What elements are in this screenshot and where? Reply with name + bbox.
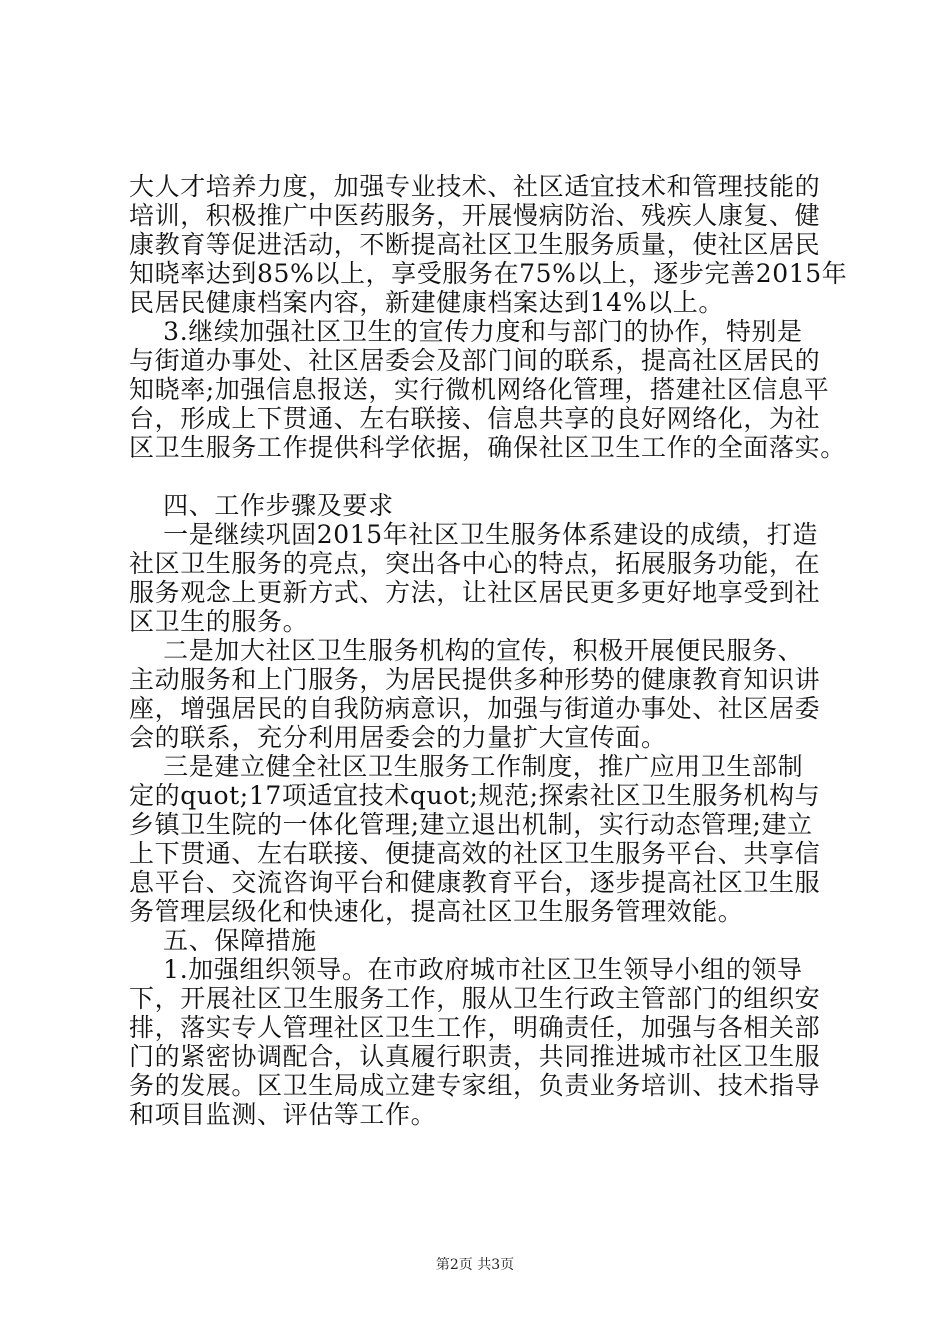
text-line: 下，开展社区卫生服务工作，服从卫生行政主管部门的组织安 xyxy=(129,984,821,1013)
text-line: 定的quot;17项适宜技术quot;规范;探索社区卫生服务机构与 xyxy=(129,781,821,810)
text-line: 座，增强居民的自我防病意识，加强与街道办事处、社区居委 xyxy=(129,694,821,723)
text-line: 台，形成上下贯通、左右联接、信息共享的良好网络化，为社 xyxy=(129,404,821,433)
page-footer: 第2页 共3页 xyxy=(435,1257,515,1273)
text-line: 会的联系，充分利用居委会的力量扩大宣传面。 xyxy=(129,723,667,752)
text-line: 务的发展。区卫生局成立建专家组，负责业务培训、技术指导 xyxy=(129,1071,821,1100)
text-line: 务管理层级化和快速化，提高社区卫生服务管理效能。 xyxy=(129,897,744,926)
text-line: 排，落实专人管理社区卫生工作，明确责任，加强与各相关部 xyxy=(129,1013,821,1042)
text-line: 一是继续巩固2015年社区卫生服务体系建设的成绩，打造 xyxy=(129,520,819,549)
text-line: 主动服务和上门服务，为居民提供多种形势的健康教育知识讲 xyxy=(129,665,821,694)
text-line: 乡镇卫生院的一体化管理;建立退出机制，实行动态管理;建立 xyxy=(129,810,813,839)
blank-line xyxy=(129,462,829,491)
text-line: 息平台、交流咨询平台和健康教育平台，逐步提高社区卫生服 xyxy=(129,868,821,897)
text-line: 知晓率;加强信息报送，实行微机网络化管理，搭建社区信息平 xyxy=(129,375,830,404)
text-line: 培训，积极推广中医药服务，开展慢病防治、残疾人康复、健 xyxy=(129,201,821,230)
text-line: 1.加强组织领导。在市政府城市社区卫生领导小组的领导 xyxy=(129,955,803,984)
text-line: 3.继续加强社区卫生的宣传力度和与部门的协作，特别是 xyxy=(129,317,803,346)
text-line: 和项目监测、评估等工作。 xyxy=(129,1100,437,1129)
text-line: 大人才培养力度，加强专业技术、社区适宜技术和管理技能的 xyxy=(129,172,821,201)
text-line: 门的紧密协调配合，认真履行职责，共同推进城市社区卫生服 xyxy=(129,1042,821,1071)
text-line: 与街道办事处、社区居委会及部门间的联系，提高社区居民的 xyxy=(129,346,821,375)
document-body xyxy=(129,172,848,1129)
text-line: 知晓率达到85%以上，享受服务在75%以上，逐步完善2015年 xyxy=(129,259,848,288)
text-line: 区卫生服务工作提供科学依据，确保社区卫生工作的全面落实。 xyxy=(129,433,846,462)
text-line: 三是建立健全社区卫生服务工作制度，推广应用卫生部制 xyxy=(129,752,804,781)
section-heading: 五、保障措施 xyxy=(129,926,317,955)
text-line: 二是加大社区卫生服务机构的宣传，积极开展便民服务、 xyxy=(129,636,804,665)
text-line: 服务观念上更新方式、方法，让社区居民更多更好地享受到社 xyxy=(129,578,821,607)
text-line: 民居民健康档案内容，新建健康档案达到14%以上。 xyxy=(129,288,724,317)
text-line: 社区卫生服务的亮点，突出各中心的特点，拓展服务功能，在 xyxy=(129,549,821,578)
text-line: 上下贯通、左右联接、便捷高效的社区卫生服务平台、共享信 xyxy=(129,839,821,868)
text-line: 康教育等促进活动，不断提高社区卫生服务质量，使社区居民 xyxy=(129,230,821,259)
text-line: 区卫生的服务。 xyxy=(129,607,309,636)
section-heading: 四、工作步骤及要求 xyxy=(129,491,394,520)
